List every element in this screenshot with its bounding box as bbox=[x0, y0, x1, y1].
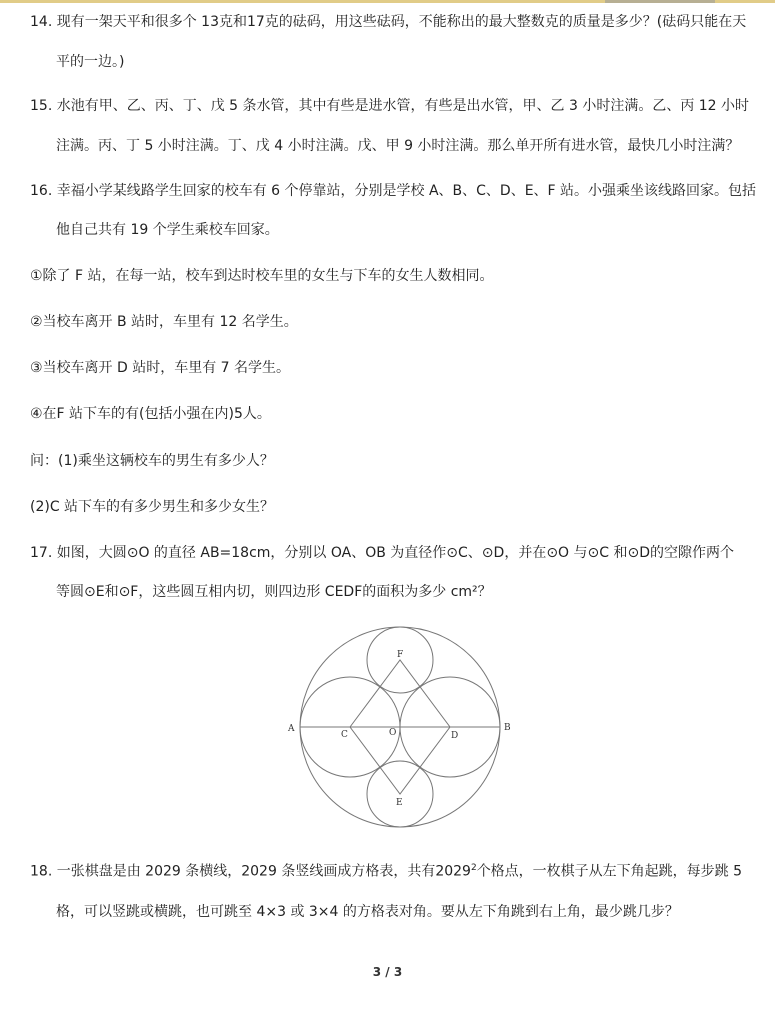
page-number: 3 / 3 bbox=[372, 965, 403, 979]
circle-figure bbox=[285, 625, 515, 830]
problem-18-line-1-a: 18. 一张棋盘是由 2029 条横线，2029 条竖线画成方格表，共有2029 bbox=[30, 863, 471, 880]
problem-17-line-1: 17. 如图，大圆⊙O 的直径 AB=18cm，分别以 OA、OB 为直径作⊙C、⊙D，并在⊙O 与⊙C 和⊙D的空隙作两个 bbox=[30, 545, 734, 561]
problem-16-line-1: 16. 幸福小学某线路学生回家的校车有 6 个停靠站，分别是学校 A、B、C、D、E、F 站。小强乘坐该线路回家。包括 bbox=[30, 183, 757, 199]
problem-16-question-1: 问：(1)乘坐这辆校车的男生有多少人？ bbox=[30, 453, 274, 469]
problem-16-condition-3: ③当校车离开 D 站时，车里有 7 名学生。 bbox=[30, 360, 291, 376]
problem-18-exponent: 2 bbox=[470, 863, 477, 873]
problem-18-line-2: 格，可以竖跳或横跳，也可跳至 4×3 或 3×4 的方格表对角。要从左下角跳到右上角，最少跳几步？ bbox=[56, 904, 679, 920]
label-C: C bbox=[341, 730, 348, 740]
problem-17-line-2: 等圆⊙E和⊙F，这些圆互相内切，则四边形 CEDF的面积为多少 cm²？ bbox=[56, 584, 492, 600]
problem-14-line-1: 14. 现有一架天平和很多个 13克和17克的砝码，用这些砝码，不能称出的最大整数克的质量是多少？(砝码只能在天 bbox=[30, 14, 747, 30]
problem-18-line-1 bbox=[30, 858, 742, 882]
problem-14-line-2: 平的一边。) bbox=[56, 54, 125, 70]
problem-15-line-2: 注满。丙、丁 5 小时注满。丁、戊 4 小时注满。戊、甲 9 小时注满。那么单开所有进水管，最快几小时注满？ bbox=[56, 138, 740, 154]
problem-16-condition-2: ②当校车离开 B 站时，车里有 12 名学生。 bbox=[30, 314, 298, 330]
header-rule-right bbox=[605, 0, 715, 3]
problem-16-question-2: (2)C 站下车的有多少男生和多少女生？ bbox=[30, 499, 275, 515]
label-B: B bbox=[504, 723, 511, 733]
problem-16-condition-4: ④在F 站下车的有(包括小强在内)5人。 bbox=[30, 406, 271, 422]
problem-16-line-2: 他自己共有 19 个学生乘校车回家。 bbox=[56, 222, 279, 238]
label-A: A bbox=[288, 724, 295, 734]
problem-16-condition-1: ①除了 F 站，在每一站，校车到达时校车里的女生与下车的女生人数相同。 bbox=[30, 268, 494, 284]
label-O: O bbox=[389, 728, 397, 738]
label-F: F bbox=[397, 650, 404, 660]
problem-18-line-1-b: 个格点，一枚棋子从左下角起跳，每步跳 5 bbox=[476, 863, 743, 880]
label-E: E bbox=[396, 798, 403, 808]
problem-15-line-1: 15. 水池有甲、乙、丙、丁、戊 5 条水管，其中有些是进水管，有些是出水管，甲、乙 3 小时注满。乙、丙 12 小时 bbox=[30, 98, 750, 114]
label-D: D bbox=[451, 731, 459, 741]
